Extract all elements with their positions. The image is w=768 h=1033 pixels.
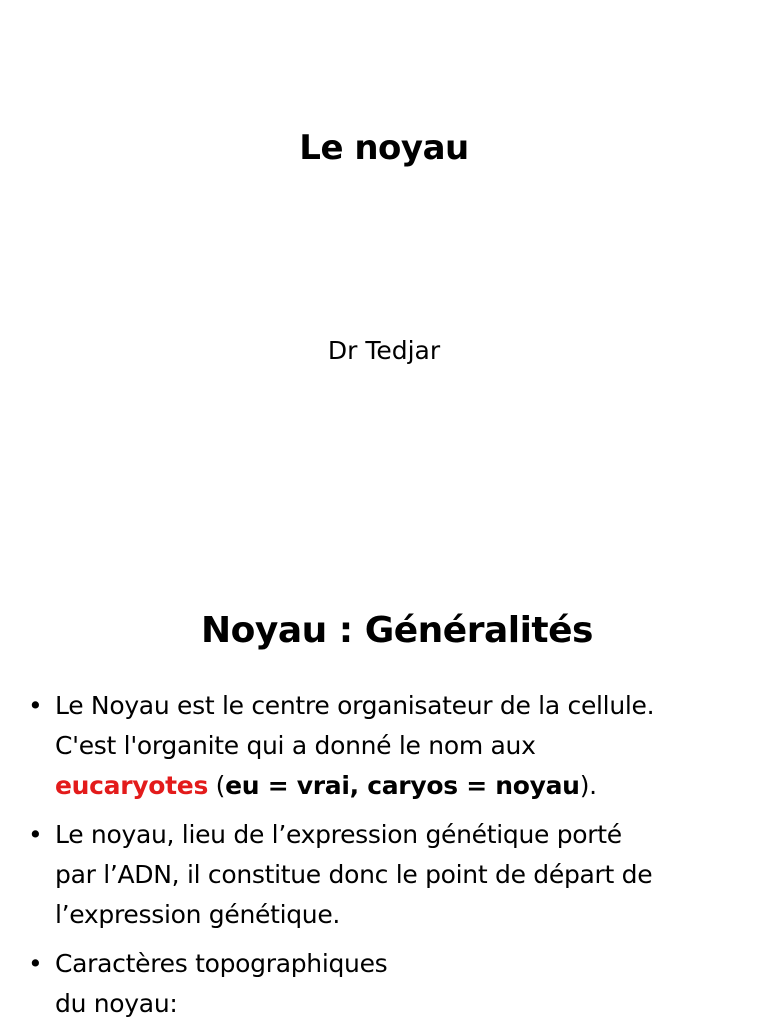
bullet-icon: • bbox=[28, 949, 43, 978]
bullet-text-line: Le Noyau est le centre organisateur de la cellule. bbox=[55, 691, 655, 720]
bullet-text-line: Le noyau, lieu de l’expression génétique porté bbox=[55, 820, 622, 849]
bullet-text-line: l’expression génétique. bbox=[55, 900, 341, 929]
highlight-term: eucaryotes bbox=[55, 771, 209, 800]
bullet-list bbox=[28, 686, 758, 1033]
slide-title: Le noyau bbox=[299, 128, 469, 168]
open-paren: ( bbox=[208, 771, 226, 800]
slide-heading: Noyau : Généralités bbox=[200, 610, 593, 651]
bullet-text-line: du noyau: bbox=[55, 989, 178, 1018]
bullet-icon: • bbox=[28, 691, 43, 720]
bullet-icon: • bbox=[28, 820, 43, 849]
bullet-text-line: Caractères topographiques bbox=[55, 949, 388, 978]
list-item bbox=[28, 815, 758, 935]
content-slide bbox=[0, 576, 768, 1024]
bullet-text-line: par l’ADN, il constitue donc le point de départ de bbox=[55, 860, 653, 889]
slide-author: Dr Tedjar bbox=[327, 336, 441, 365]
list-item bbox=[28, 944, 758, 1024]
close-paren: ). bbox=[579, 771, 597, 800]
list-item bbox=[28, 686, 758, 806]
etymology-text: eu = vrai, caryos = noyau bbox=[225, 771, 580, 800]
bullet-text-line: C'est l'organite qui a donné le nom aux bbox=[55, 731, 536, 760]
